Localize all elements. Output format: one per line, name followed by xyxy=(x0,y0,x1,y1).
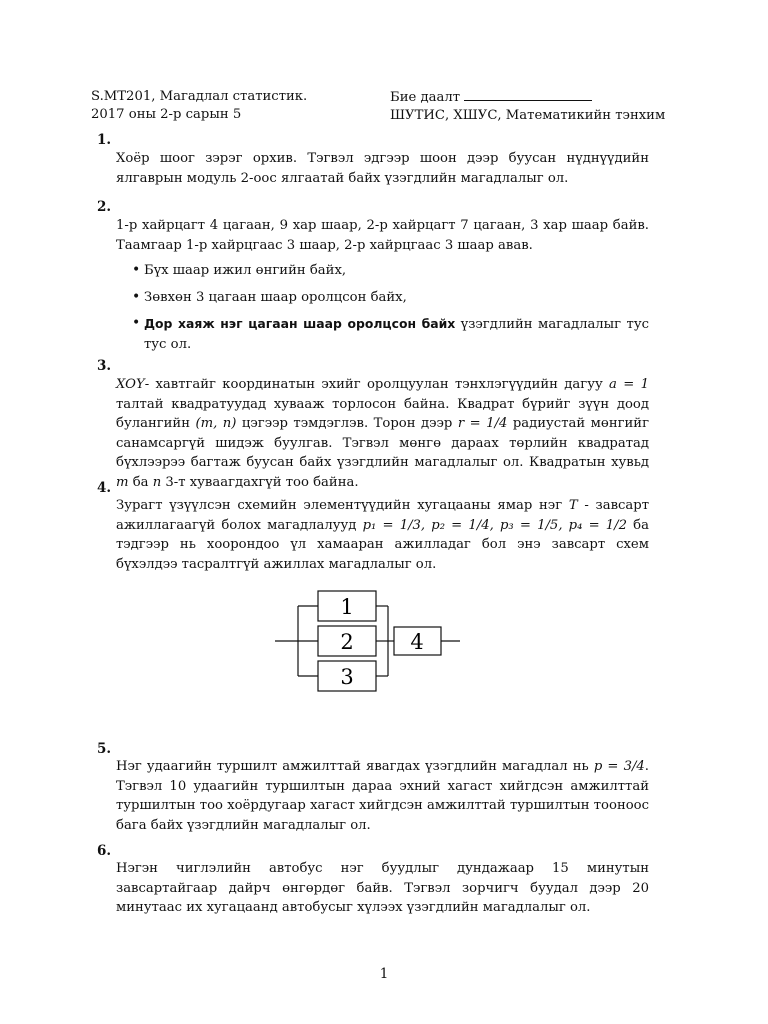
problem-4-number: 4. xyxy=(97,480,112,496)
circuit-diagram xyxy=(270,588,470,698)
problem-5-number: 5. xyxy=(97,741,112,757)
block-3-label: 3 xyxy=(340,665,354,689)
problem-2-bullets xyxy=(116,261,649,354)
problem-6-body: Нэгэн чиглэлийн автобус нэг буудлыг дундажаар 15 минутын завсартайгаар дайрч өнгөрдөг байв. Тэгвэл зорчигч буудал дээр 20 минутаас их хугацаанд автобусыг хүлээх үзэгдлийн магадлалыг ол. xyxy=(116,861,649,915)
problem-2-number: 2. xyxy=(97,199,112,215)
problem-2-bullet-2: • Зөвхөн 3 цагаан шаар оролцсон байх, xyxy=(116,288,649,308)
problem-4-text xyxy=(116,496,649,574)
course-title: S.MT201, Магадлал статистик. xyxy=(91,89,308,104)
header-left xyxy=(91,88,307,124)
problem-5-body: Нэг удаагийн туршилт амжилттай явагдах үзэгдлийн магадлал нь p = 3/4. Тэгвэл 10 удаагийн туршилтын дараа эхний хагаст хийгдсэн амжилттай туршилтын тоо хоёрдугаар хагаст хийгдсэн амжилттай туршилтын тооноос бага байх үзэгдлийн магадлалыг ол. xyxy=(116,759,649,833)
problem-6-number: 6. xyxy=(97,843,112,859)
problem-3-number: 3. xyxy=(97,358,112,374)
school-name: ШУТИС, ХШУС, Математикийн тэнхим xyxy=(390,108,666,123)
problem-2-bullet-3-bold: Дор хаяж нэг цагаан шаар оролцсон байх xyxy=(144,316,456,331)
problem-2-bullet-1: • Бүх шаар ижил өнгийн байх, xyxy=(116,261,649,281)
problem-1-number: 1. xyxy=(97,132,112,148)
header-right xyxy=(390,88,665,125)
block-4-label: 4 xyxy=(410,630,424,654)
problem-1-text xyxy=(116,149,649,188)
problem-2-bullet-3-rest: үзэгдлийн магадлалыг тус тус ол. xyxy=(144,317,649,352)
problem-6-text xyxy=(116,859,649,918)
problem-4-body: Зурагт үзүүлсэн схемийн элементүүдийн хугацааны ямар нэг T - завсарт ажиллагаагүй болох магадлалууд p₁ = 1/3, p₂ = 1/4, p₃ = 1/5, p₄ = 1/2 ба тэдгээр нь хоорондоо үл хамааран ажилладаг бол энэ завсарт схем бүхэлдээ тасралтгүй ажиллах магадлалыг ол. xyxy=(116,498,649,572)
signature-line xyxy=(464,88,592,101)
problem-2-bullet-3 xyxy=(116,314,649,354)
assignment-label xyxy=(390,88,665,107)
block-2-label: 2 xyxy=(340,630,354,654)
problem-3-body: XOY- хавтгайг координатын эхийг оролцуулан тэнхлэгүүдийн дагуу a = 1 талтай квадратуудад хувааж торлосон байна. Квадрат бүрийг зүүн доод булангийн (m, n) цэгээр тэмдэглэв. Торон дээр r = 1/4 радиустай мөнгийг санамсаргүй шидэж буулгав. Тэгвэл мөнгө дараах төрлийн квадратад бүхлээрээ багтаж буусан байх үзэгдлийн магадлалыг ол. Квадратын хувьд m ба n 3-т хуваагдахгүй тоо байна. xyxy=(116,377,650,490)
problem-5-text xyxy=(116,757,649,835)
block-1-label: 1 xyxy=(340,595,354,619)
date: 2017 оны 2-р сарын 5 xyxy=(91,107,242,122)
problem-2-text xyxy=(116,216,649,361)
page-number: 1 xyxy=(379,966,389,982)
problem-2-body: 1-р хайрцагт 4 цагаан, 9 хар шаар, 2-р хайрцагт 7 цагаан, 3 хар шаар байв. Таамгаар 1-р хайрцгаас 3 шаар, 2-р хайрцгаас 3 шаар авав. xyxy=(116,218,649,253)
problem-3-text xyxy=(116,375,649,492)
assignment-title: Бие даалт xyxy=(390,90,460,105)
problem-1-body: Хоёр шоог зэрэг орхив. Тэгвэл эдгээр шоон дээр буусан нүднүүдийн ялгаврын модуль 2-оос ялгаатай байх үзэгдлийн магадлалыг ол. xyxy=(116,151,649,186)
